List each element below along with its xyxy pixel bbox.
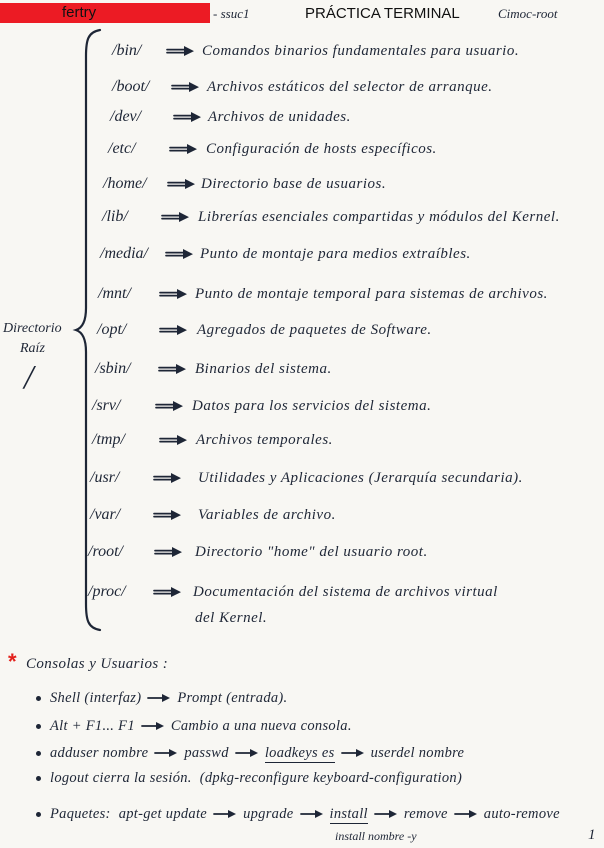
item-text: remove bbox=[403, 806, 448, 822]
dir-description: Agregados de paquetes de Software. bbox=[197, 322, 432, 338]
section-heading: Consolas y Usuarios : bbox=[26, 656, 169, 672]
item-chain bbox=[50, 715, 352, 737]
item-chain bbox=[50, 803, 560, 825]
item-text: Alt + F1... F1 bbox=[50, 718, 135, 734]
dir-path: /bin/ bbox=[112, 42, 142, 59]
dir-path: /lib/ bbox=[102, 208, 128, 225]
arrow-icon bbox=[235, 748, 259, 758]
root-label-line2: Raíz bbox=[20, 341, 45, 356]
root-label-line1: Directorio bbox=[3, 321, 62, 336]
dir-row-sbin bbox=[0, 358, 604, 380]
dir-description: Variables de archivo. bbox=[198, 507, 336, 523]
dir-description: Documentación del sistema de archivos virtual bbox=[193, 584, 498, 600]
bullet-dot bbox=[36, 696, 41, 701]
dir-row-lib bbox=[0, 206, 604, 228]
dir-path: /usr/ bbox=[90, 469, 120, 486]
item-text: userdel nombre bbox=[370, 745, 465, 761]
dir-path: /proc/ bbox=[88, 583, 126, 600]
dir-description: Archivos temporales. bbox=[196, 432, 333, 448]
dir-path: /boot/ bbox=[112, 78, 150, 95]
arrow-icon bbox=[158, 288, 188, 300]
bullet-dot bbox=[36, 776, 41, 781]
item-text: auto-remove bbox=[483, 806, 560, 822]
arrow-icon bbox=[152, 586, 182, 598]
dir-row-media bbox=[0, 243, 604, 265]
arrow-icon bbox=[166, 178, 196, 190]
dir-description: Librerías esenciales compartidas y módulos del Kernel. bbox=[198, 209, 560, 225]
dir-description-continued: del Kernel. bbox=[195, 610, 268, 626]
page-number: 1 bbox=[588, 827, 596, 843]
arrow-icon bbox=[157, 363, 187, 375]
dir-path: /tmp/ bbox=[92, 431, 125, 448]
dir-path: /media/ bbox=[100, 245, 148, 262]
arrow-icon bbox=[154, 400, 184, 412]
item-label: Paquetes: bbox=[50, 806, 111, 822]
dir-path: /opt/ bbox=[97, 321, 127, 338]
dir-row-proc bbox=[0, 581, 604, 626]
dir-row-var bbox=[0, 504, 604, 526]
bullet-dot bbox=[36, 812, 41, 817]
arrow-icon bbox=[153, 546, 183, 558]
dir-path: /etc/ bbox=[108, 140, 136, 157]
list-item-logout bbox=[0, 767, 604, 789]
item-text: Shell (interfaz) bbox=[50, 690, 142, 706]
dir-description: Utilidades y Aplicaciones (Jerarquía secundaria). bbox=[198, 470, 523, 486]
item-chain bbox=[50, 742, 464, 764]
arrow-icon bbox=[165, 45, 195, 57]
list-item-users bbox=[0, 742, 604, 764]
item-text: Cambio a una nueva consola. bbox=[170, 718, 352, 734]
dir-description: Directorio "home" del usuario root. bbox=[195, 544, 428, 560]
dir-row-usr bbox=[0, 467, 604, 489]
dir-description: Configuración de hosts específicos. bbox=[206, 141, 437, 157]
arrow-icon bbox=[300, 809, 324, 819]
item-text-underlined: loadkeys es bbox=[264, 744, 335, 761]
arrow-icon bbox=[141, 721, 165, 731]
name-badge bbox=[0, 3, 210, 23]
arrow-icon bbox=[164, 248, 194, 260]
dir-description: Archivos de unidades. bbox=[208, 109, 351, 125]
arrow-icon bbox=[170, 81, 200, 93]
dir-row-boot bbox=[0, 76, 604, 98]
dir-description: Archivos estáticos del selector de arranque. bbox=[207, 79, 493, 95]
page-title: PRÁCTICA TERMINAL bbox=[305, 5, 460, 22]
dir-path: /root/ bbox=[88, 543, 123, 560]
item-note: (dpkg-reconfigure keyboard-configuration) bbox=[199, 770, 463, 786]
item-text-underlined: install bbox=[329, 805, 368, 822]
arrow-icon bbox=[152, 509, 182, 521]
item-text: adduser nombre bbox=[50, 745, 149, 761]
item-text: passwd bbox=[184, 745, 229, 761]
bullet-dot bbox=[36, 751, 41, 756]
dir-row-home bbox=[0, 173, 604, 195]
item-text: upgrade bbox=[243, 806, 294, 822]
asterisk-icon: * bbox=[8, 649, 17, 674]
install-note: install nombre -y bbox=[335, 829, 417, 843]
dir-row-mnt bbox=[0, 283, 604, 305]
dir-path: /sbin/ bbox=[95, 360, 131, 377]
arrow-icon bbox=[213, 809, 237, 819]
arrow-icon bbox=[158, 434, 188, 446]
dir-path: /home/ bbox=[103, 175, 147, 192]
dir-row-bin bbox=[0, 40, 604, 62]
arrow-icon bbox=[374, 809, 398, 819]
dir-row-tmp bbox=[0, 429, 604, 451]
arrow-icon bbox=[454, 809, 478, 819]
bullet-dot bbox=[36, 724, 41, 729]
dir-path: /mnt/ bbox=[98, 285, 131, 302]
dir-description: Binarios del sistema. bbox=[195, 361, 332, 377]
dir-description: Comandos binarios fundamentales para usuario. bbox=[202, 43, 520, 59]
dir-path: /srv/ bbox=[92, 397, 121, 414]
root-slash: / bbox=[24, 359, 34, 396]
header-left-note: - ssuc1 bbox=[213, 6, 250, 21]
arrow-icon bbox=[341, 748, 365, 758]
dir-path: /var/ bbox=[90, 506, 121, 523]
dir-row-etc bbox=[0, 138, 604, 160]
dir-row-srv bbox=[0, 395, 604, 417]
dir-description: Directorio base de usuarios. bbox=[201, 176, 387, 192]
dir-row-opt bbox=[0, 319, 604, 341]
arrow-icon bbox=[158, 324, 188, 336]
header-right-note: Cimoc-root bbox=[498, 6, 558, 21]
list-item-packages bbox=[0, 803, 604, 825]
arrow-icon bbox=[154, 748, 178, 758]
arrow-icon bbox=[172, 111, 202, 123]
item-chain bbox=[50, 767, 462, 789]
arrow-icon bbox=[168, 143, 198, 155]
dir-description: Datos para los servicios del sistema. bbox=[192, 398, 432, 414]
item-text: apt-get update bbox=[118, 806, 208, 822]
item-text: Prompt (entrada). bbox=[177, 690, 288, 706]
dir-description: Punto de montaje temporal para sistemas de archivos. bbox=[195, 286, 548, 302]
badge-label: fertry bbox=[62, 4, 97, 21]
arrow-icon bbox=[160, 211, 190, 223]
item-chain bbox=[50, 687, 287, 709]
dir-path: /dev/ bbox=[110, 108, 142, 125]
dir-description: Punto de montaje para medios extraíbles. bbox=[200, 246, 471, 262]
arrow-icon bbox=[147, 693, 171, 703]
list-item-console-switch bbox=[0, 715, 604, 737]
dir-row-dev bbox=[0, 106, 604, 128]
list-item-shell bbox=[0, 687, 604, 709]
arrow-icon bbox=[152, 472, 182, 484]
dir-row-root bbox=[0, 541, 604, 563]
item-text: logout cierra la sesión. bbox=[50, 770, 192, 786]
